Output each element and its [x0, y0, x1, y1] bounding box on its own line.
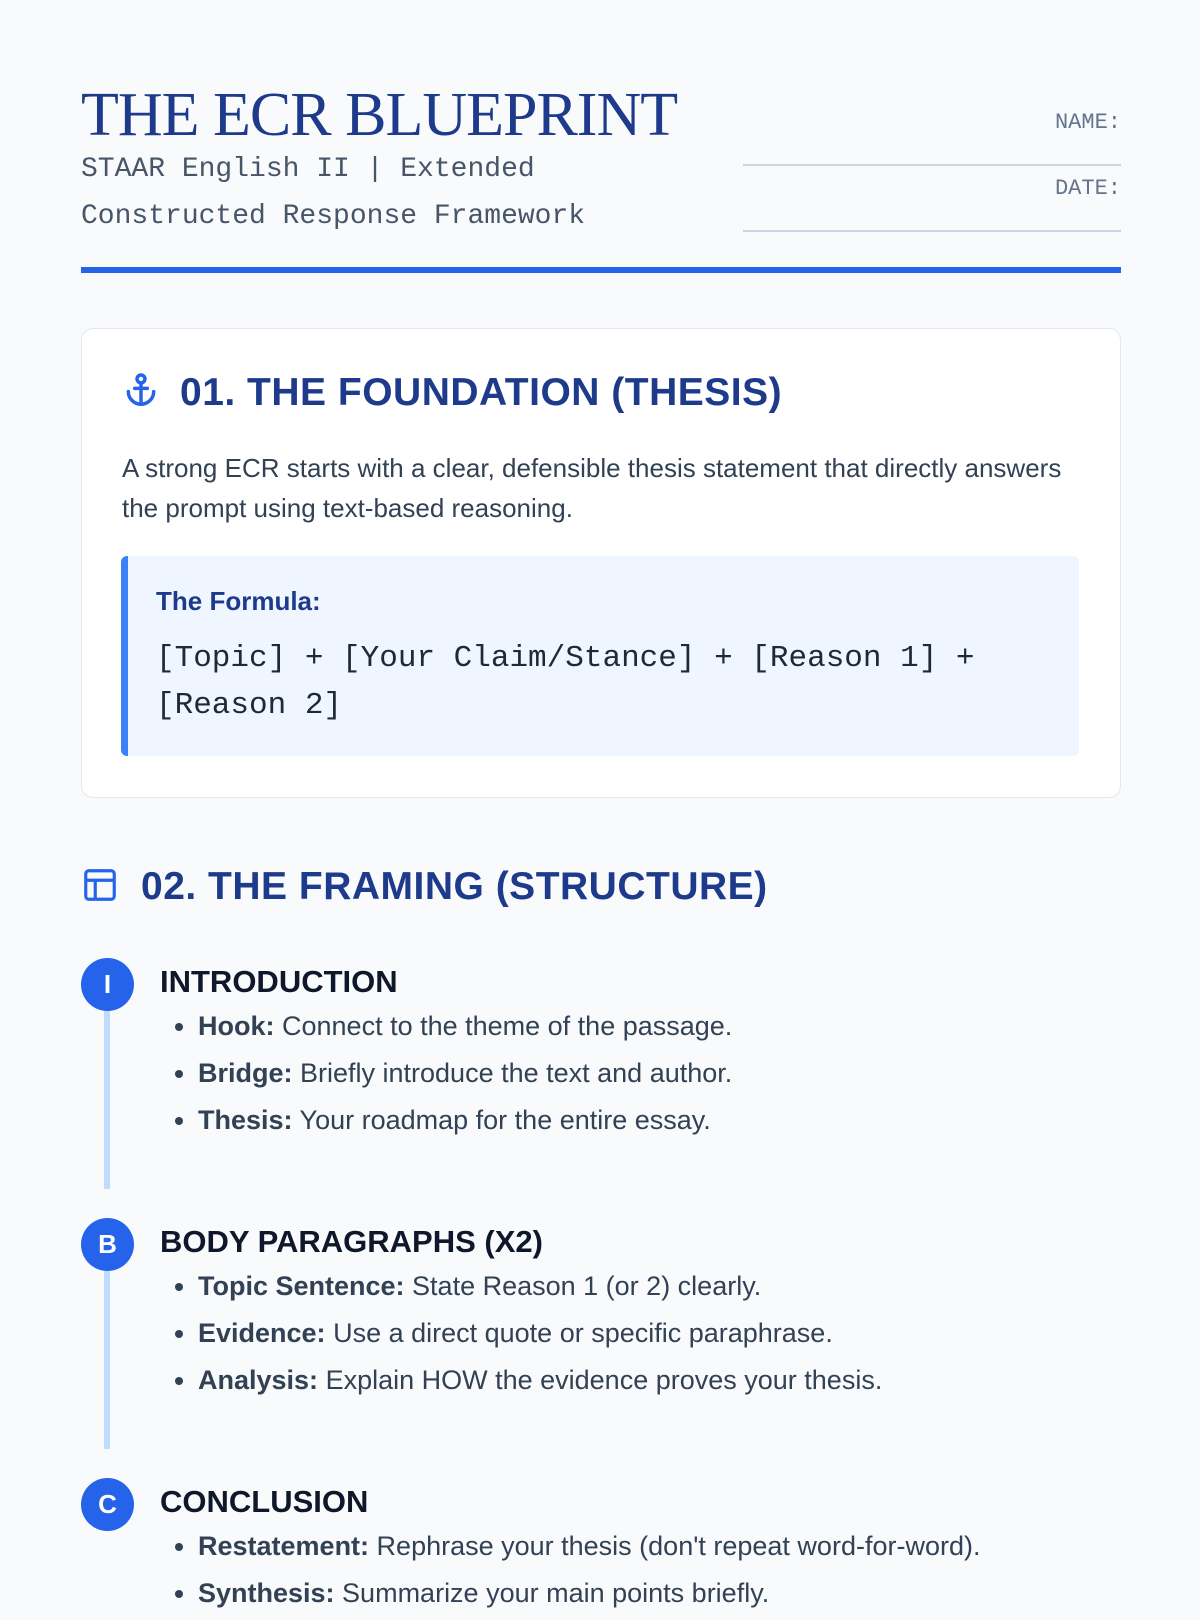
step-badge: B	[81, 1218, 134, 1271]
anchor-icon	[122, 370, 160, 415]
header-divider	[81, 267, 1121, 273]
formula-text: [Topic] + [Your Claim/Stance] + [Reason 1] + [Reason 2]	[156, 641, 975, 723]
list-item: • Bridge: Briefly introduce the text and author.	[198, 1053, 732, 1100]
layout-icon	[81, 866, 119, 909]
section2-header	[81, 865, 768, 909]
page-subtitle: STAAR English II | Extended Constructed Response Framework	[81, 154, 586, 232]
list-item: • Restatement: Rephrase your thesis (don't repeat word-for-word).	[198, 1526, 980, 1573]
thesis-description: A strong ECR starts with a clear, defensible thesis statement that directly answers the prompt using text-based reasoning.	[122, 453, 1062, 523]
list-item: • Topic Sentence: State Reason 1 (or 2) clearly.	[198, 1266, 882, 1313]
formula-box	[121, 556, 1079, 756]
date-field[interactable]	[743, 230, 1121, 232]
timeline-line	[104, 1011, 110, 1189]
date-label: DATE:	[1054, 176, 1121, 201]
student-info	[743, 104, 1121, 236]
name-row	[743, 104, 1121, 170]
step-title: INTRODUCTION	[160, 964, 398, 999]
step-badge: C	[81, 1478, 134, 1531]
section1-title: 01. THE FOUNDATION (THESIS)	[180, 370, 783, 414]
step-title: BODY PARAGRAPHS (X2)	[160, 1224, 543, 1259]
date-row	[743, 170, 1121, 236]
header	[81, 0, 1121, 275]
list-item: • Analysis: Explain HOW the evidence proves your thesis.	[198, 1360, 882, 1407]
section1-header	[122, 370, 782, 415]
step-list	[198, 1526, 980, 1620]
step-title: CONCLUSION	[160, 1484, 369, 1519]
list-item: • Evidence: Use a direct quote or specific paraphrase.	[198, 1313, 882, 1360]
list-item: • Synthesis: Summarize your main points briefly.	[198, 1573, 980, 1620]
formula-label: The Formula:	[156, 586, 321, 616]
step-list	[198, 1266, 882, 1407]
name-label: NAME:	[1054, 110, 1121, 135]
page	[81, 0, 1121, 1608]
timeline-line	[104, 1271, 110, 1449]
step-list	[198, 1006, 732, 1147]
step-badge: I	[81, 958, 134, 1011]
name-field[interactable]	[743, 164, 1121, 166]
list-item: • Thesis: Your roadmap for the entire essay.	[198, 1100, 732, 1147]
list-item: • Hook: Connect to the theme of the passage.	[198, 1006, 732, 1053]
section2-title: 02. THE FRAMING (STRUCTURE)	[141, 865, 768, 908]
page-title: THE ECR BLUEPRINT	[81, 81, 678, 149]
